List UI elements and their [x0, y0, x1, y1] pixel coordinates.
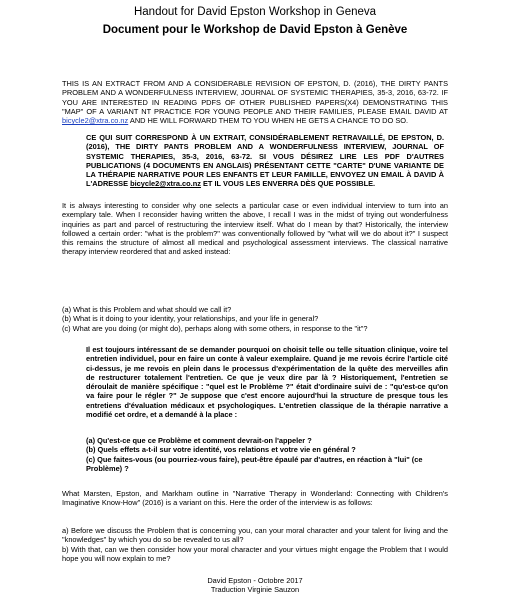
questions-english-list [62, 305, 448, 333]
intro-french-text: CE QUI SUIT CORRESPOND À UN EXTRAIT, CONSIDÉRABLEMENT RETRAVAILLÉ, DE EPSTON, D. (2016), THE DIRTY PANTS PROBLEM AND A WONDERFULNESS INTERVIEW, JOURNAL OF SYSTEMIC THERAPIES, 35-3, 2016, 63-72. SI VOUS DÉSIREZ LIRE LES PDF D'AUTRES PUBLICATIONS (4 DOCUMENTS EN ANGLAIS) PRÉSENTANT CETTE "CARTE" D'UNE VARIANTE DE LA THÉRAPIE NARRATIVE POUR LES ENFANTS ET LEUR FAMILLE, ENVOYEZ UN EMAIL À DAVID À L'ADRESSE [86, 133, 444, 189]
list-item: (c) Que faites-vous (ou pourriez-vous faire), peut-être épaulé par d'autres, en réaction à "lui" (ce Problème) ? [86, 454, 423, 473]
document-title: Document pour le Workshop de David Epston à Genève [102, 24, 408, 36]
list-item: (b) Quels effets a-t-il sur votre identité, vos relations et votre vie en général ? [86, 445, 356, 455]
list-item: (a) What is this Problem and what should we call it? [62, 305, 232, 314]
body-english-paragraph: It is always interesting to consider why one selects a particular case or even individual interview to turn into an exemplary tale. When I reconsider having written the above, I recall I was in the midst of trying out wonderfulness inquiries as part and parcel of restructuring the interview itself. What do I mean by that? Historically, the interview followed a certain order: "what is the problem?" was conventionally followed by "what will we do about it?" I suspect this remains the structure of almost all medical and psychological assessment interviews. The classical narrative therapy interview reordered that and asked instead: [62, 201, 448, 257]
steps-english-list [62, 526, 448, 563]
list-item: (c) What are you doing (or might do), perhaps along with some others, in response to the "it"? [62, 323, 368, 333]
body-english-paragraph-2: What Marsten, Epston, and Markham outline in "Narrative Therapy in Wonderland: Connecting with Children's Imaginative Know-How" (2016) is a variant on this. Here the order of the interview is as follows: [62, 489, 448, 508]
email-link[interactable]: bicycle2@xtra.co.nz [62, 116, 129, 126]
body-french-paragraph: Il est toujours intéressant de se demander pourquoi on choisit telle ou telle situation clinique, voire tel entretien individuel, pour en faire un conte à valeur exemplaire. Quand je me revois écrire l'article cité ci-dessus, je me revois en plein dans le processus d'expérimentation de la quête des merveilles afin de restructurer totalement l'entretien. Ce que je veux dire par là ? Historiquement, l'entretien se déroulait de manière spécifique : "quel est le Problème ?" était d'ordinaire suivi de : "qu'est-ce qu'on va faire pour le régler ?" Je suppose que c'est encore aujourd'hui la structure de presque tous les entretiens d'évaluation médicaux et psychologiques. L'entretien classique de la thérapie narrative a modifié cet ordre, et a demandé à la place : [86, 345, 448, 420]
list-item: (b) What is it doing to your identity, your relationships, and your life in general? [62, 314, 319, 324]
handout-title: Handout for David Epston Workshop in Geneva [133, 6, 377, 18]
list-item: a) Before we discuss the Problem that is concerning you, can your moral character and your talent for living and the "knowledges" by which you do so be revealed to us all? [62, 526, 448, 545]
page-footer [0, 576, 510, 594]
intro-english-paragraph [62, 79, 448, 125]
intro-french-paragraph [86, 133, 444, 189]
email-address-fr: bicycle2@xtra.co.nz [130, 179, 201, 189]
questions-french-list [86, 436, 448, 473]
intro-english-text: THIS IS AN EXTRACT FROM AND A CONSIDERABLE REVISION OF EPSTON, D. (2016), THE DIRTY PANTS PROBLEM AND A WONDERFULNESS INTERVIEW, JOURNAL OF SYSTEMIC THERAPIES, 35-3, 2016, 63-72. IF YOU ARE INTERESTED IN READING PDFS OF OTHER PUBLISHED PAPERS(X4) DEMONSTRATING THIS "MAP" OF A VARIANT NT PRACTICE FOR YOUNG PEOPLE AND THEIR FAMILIES, PLEASE EMAIL DAVID AT [62, 79, 448, 116]
intro-french-text-end: ET IL VOUS LES ENVERRA DÈS QUE POSSIBLE. [200, 179, 376, 189]
list-item: b) With that, can we then consider how your moral character and your virtues might engage the Problem that I would hope you will now explain to me? [62, 544, 448, 563]
list-item: (a) Qu'est-ce que ce Problème et comment devrait-on l'appeler ? [86, 436, 312, 445]
footer-author: David Epston - Octobre 2017 [207, 576, 303, 585]
intro-english-text-end: AND HE WILL FORWARD THEM TO YOU WHEN HE GETS A CHANCE TO DO SO. [128, 116, 409, 126]
footer-translator: Traduction Virginie Sauzon [210, 585, 300, 594]
